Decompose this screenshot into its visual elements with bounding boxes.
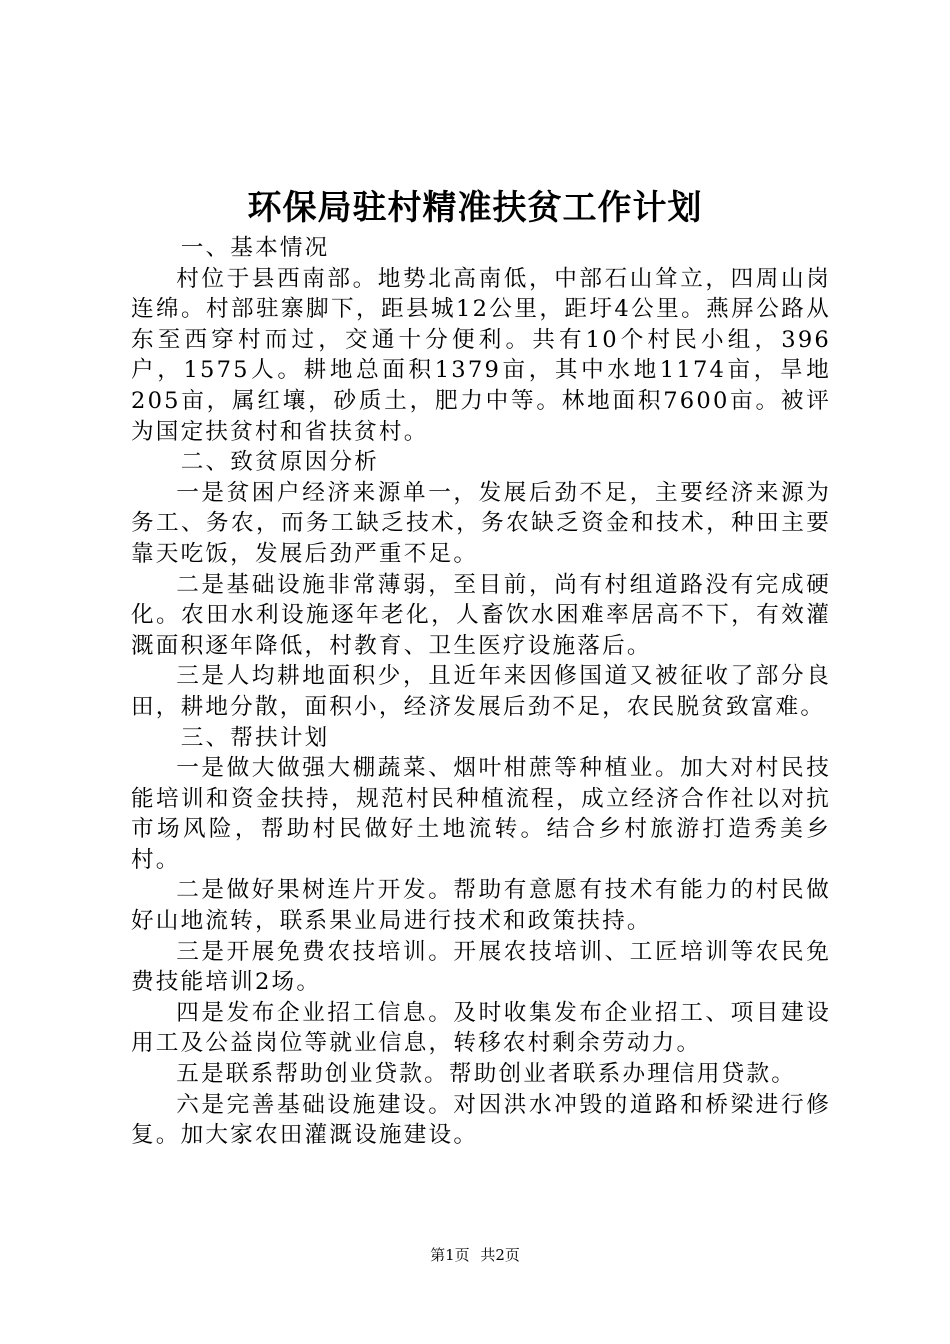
paragraph-plan-5: 五是联系帮助创业贷款。帮助创业者联系办理信用贷款。 <box>176 1061 797 1088</box>
section-heading-assistance-plan: 三、帮扶计划 <box>180 724 330 751</box>
paragraph-plan-1: 一是做大做强大棚蔬菜、烟叶柑蔗等种植业。加大对村民技能培训和资金扶持，规范村民种植流程，成立经济合作社以对抗市场风险，帮助村民做好土地流转。结合乡村旅游打造秀美乡村。 <box>131 755 831 873</box>
paragraph-cause-2: 二是基础设施非常薄弱，至目前，尚有村组道路没有完成硬化。农田水利设施逐年老化，人畜饮水困难率居高不下，有效灌溉面积逐年降低，村教育、卫生医疗设施落后。 <box>131 571 831 659</box>
paragraph-cause-1: 一是贫困户经济来源单一，发展后劲不足，主要经济来源为务工、务农，而务工缺乏技术，务农缺乏资金和技术，种田主要靠天吃饭，发展后劲严重不足。 <box>131 479 831 567</box>
paragraph-plan-2: 二是做好果树连片开发。帮助有意愿有技术有能力的村民做好山地流转，联系果业局进行技术和政策扶持。 <box>131 877 831 935</box>
section-heading-basic-info: 一、基本情况 <box>180 235 330 261</box>
paragraph-plan-6: 六是完善基础设施建设。对因洪水冲毁的道路和桥梁进行修复。加大家农田灌溉设施建设。 <box>131 1091 831 1149</box>
section-heading-poverty-causes: 二、致贫原因分析 <box>180 449 380 476</box>
page-footer <box>0 1245 950 1265</box>
page-title: 环保局驻村精准扶贫工作计划 <box>247 188 703 228</box>
document-body <box>131 233 831 1151</box>
paragraph-plan-3: 三是开展免费农技培训。开展农技培训、工匠培训等农民免费技能培训2场。 <box>131 938 831 996</box>
paragraph-basic-info: 村位于县西南部。地势北高南低，中部石山耸立，四周山岗连绵。村部驻寨脚下，距县城12公里，距圩4公里。燕屏公路从东至西穿村而过，交通十分便利。共有10个村民小组，396户，1575人。耕地总面积1379亩，其中水地1174亩，旱地205亩，属红壤，砂质土，肥力中等。林地面积7600亩。被评为国定扶贫村和省扶贫村。 <box>131 265 831 445</box>
paragraph-plan-4: 四是发布企业招工信息。及时收集发布企业招工、项目建设用工及公益岗位等就业信息，转移农村剩余劳动力。 <box>131 999 831 1057</box>
paragraph-cause-3: 三是人均耕地面积少，且近年来因修国道又被征收了部分良田，耕地分散，面积小，经济发展后劲不足，农民脱贫致富难。 <box>131 663 831 720</box>
page-total: 共2页 <box>480 1246 520 1264</box>
page-number: 第1页 <box>430 1246 470 1264</box>
